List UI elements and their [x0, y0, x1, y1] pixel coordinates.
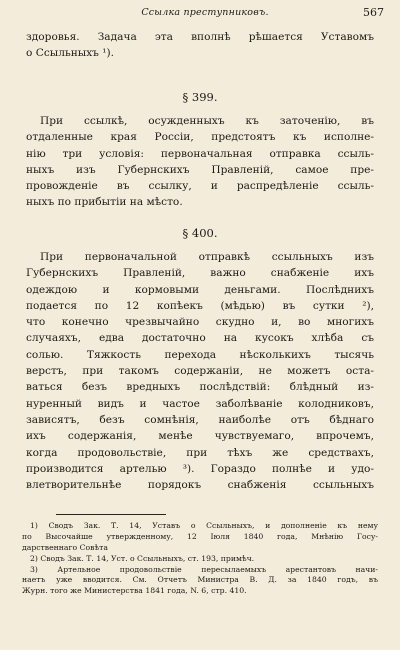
- section-heading-399: § 399.: [182, 90, 218, 104]
- running-header: [0, 6, 400, 22]
- text-line: При первоначальной отправкѣ ссыльныхъ изъ: [40, 251, 374, 263]
- text-line: когда продовольствіе, при тѣхъ же средствахъ,: [26, 446, 374, 459]
- section-400-paragraph: [26, 249, 374, 493]
- text-line: провожденіе въ ссылку, и распредѣленіе ссыль-: [26, 180, 374, 193]
- text-line: ихъ содержанія, менѣе чувствуемаго, впрочемъ,: [26, 430, 374, 443]
- text-line: верстъ, при такомъ содержаніи, не можетъ оста-: [26, 365, 374, 378]
- page-number: 567: [363, 6, 384, 19]
- text-line: одеждою и кормовыми деньгами. Послѣднихъ: [26, 283, 374, 296]
- text-line: подается по 12 копѣекъ (мѣдью) въ сутки ²),: [26, 299, 374, 312]
- text-line: солью. Тяжкость перехода нѣсколькихъ тысячь: [26, 348, 374, 361]
- text-line: нію три условія: первоначальная отправка ссыль-: [26, 147, 374, 160]
- text-line: отдаленные края Россіи, предстоятъ къ исполне-: [26, 131, 374, 144]
- footnote-line: 1) Сводъ Зак. Т. 14, Уставъ о Ссыльныхъ, и дополненіе къ нему: [30, 521, 378, 530]
- text-line: ныхъ по прибытіи на мѣсто.: [26, 196, 183, 209]
- footnote-line: 3) Артельное продовольствіе пересылаемыхъ арестантовъ начи-: [30, 564, 378, 574]
- text-line: что конечно чрезвычайно скудно и, во многихъ: [26, 316, 374, 329]
- footnote-line: по Высочайше утвержденному, 12 Іюля 1840 года, Мнѣнію Госу-: [22, 531, 378, 541]
- text-line: ваться безъ вредныхъ послѣдствій: блѣдный из-: [26, 381, 374, 394]
- text-line: При ссылкѣ, осужденныхъ къ заточенію, въ: [40, 115, 374, 127]
- footnote-rule: [56, 514, 166, 515]
- text-line: зависятъ, безъ сомнѣнія, наиболѣе отъ бѣднаго: [26, 413, 374, 426]
- section-heading-400: § 400.: [182, 226, 218, 240]
- intro-paragraph: [26, 29, 374, 62]
- running-title: Ссылка преступниковъ.: [141, 7, 269, 18]
- text-line: влетворительнѣе порядокъ снабженія ссыльныхъ: [26, 479, 374, 492]
- footnotes: [22, 521, 378, 597]
- text-line: здоровья. Задача эта вполнѣ рѣшается Уставомъ: [26, 31, 374, 43]
- text-line: производится артелью ³). Гораздо полнѣе и удо-: [26, 462, 374, 475]
- footnote-line: наетъ уже вводится. См. Отчетъ Министра В. Д. за 1840 годъ, въ: [22, 575, 378, 585]
- text-line: Губернскихъ Правленій, важно снабженіе ихъ: [26, 267, 374, 280]
- text-line: случаяхъ, едва достаточно на кусокъ хлѣба съ: [26, 332, 374, 345]
- footnote-line: 2) Сводъ Зак. Т. 14, Уст. о Ссыльныхъ, ст. 193, примѣч.: [30, 553, 255, 563]
- text-line: нуренный видъ и частое заболѣваніе колодниковъ,: [26, 397, 374, 410]
- section-399-paragraph: [26, 113, 374, 211]
- footnote-line: дарственнаго Совѣта: [22, 542, 108, 552]
- footnote-line: Журн. того же Министерства 1841 года, N. 6, стр. 410.: [22, 586, 247, 596]
- text-line: ныхъ изъ Губернскихъ Правленій, самое пре-: [26, 163, 374, 176]
- text-line: о Ссыльныхъ ¹).: [26, 47, 115, 60]
